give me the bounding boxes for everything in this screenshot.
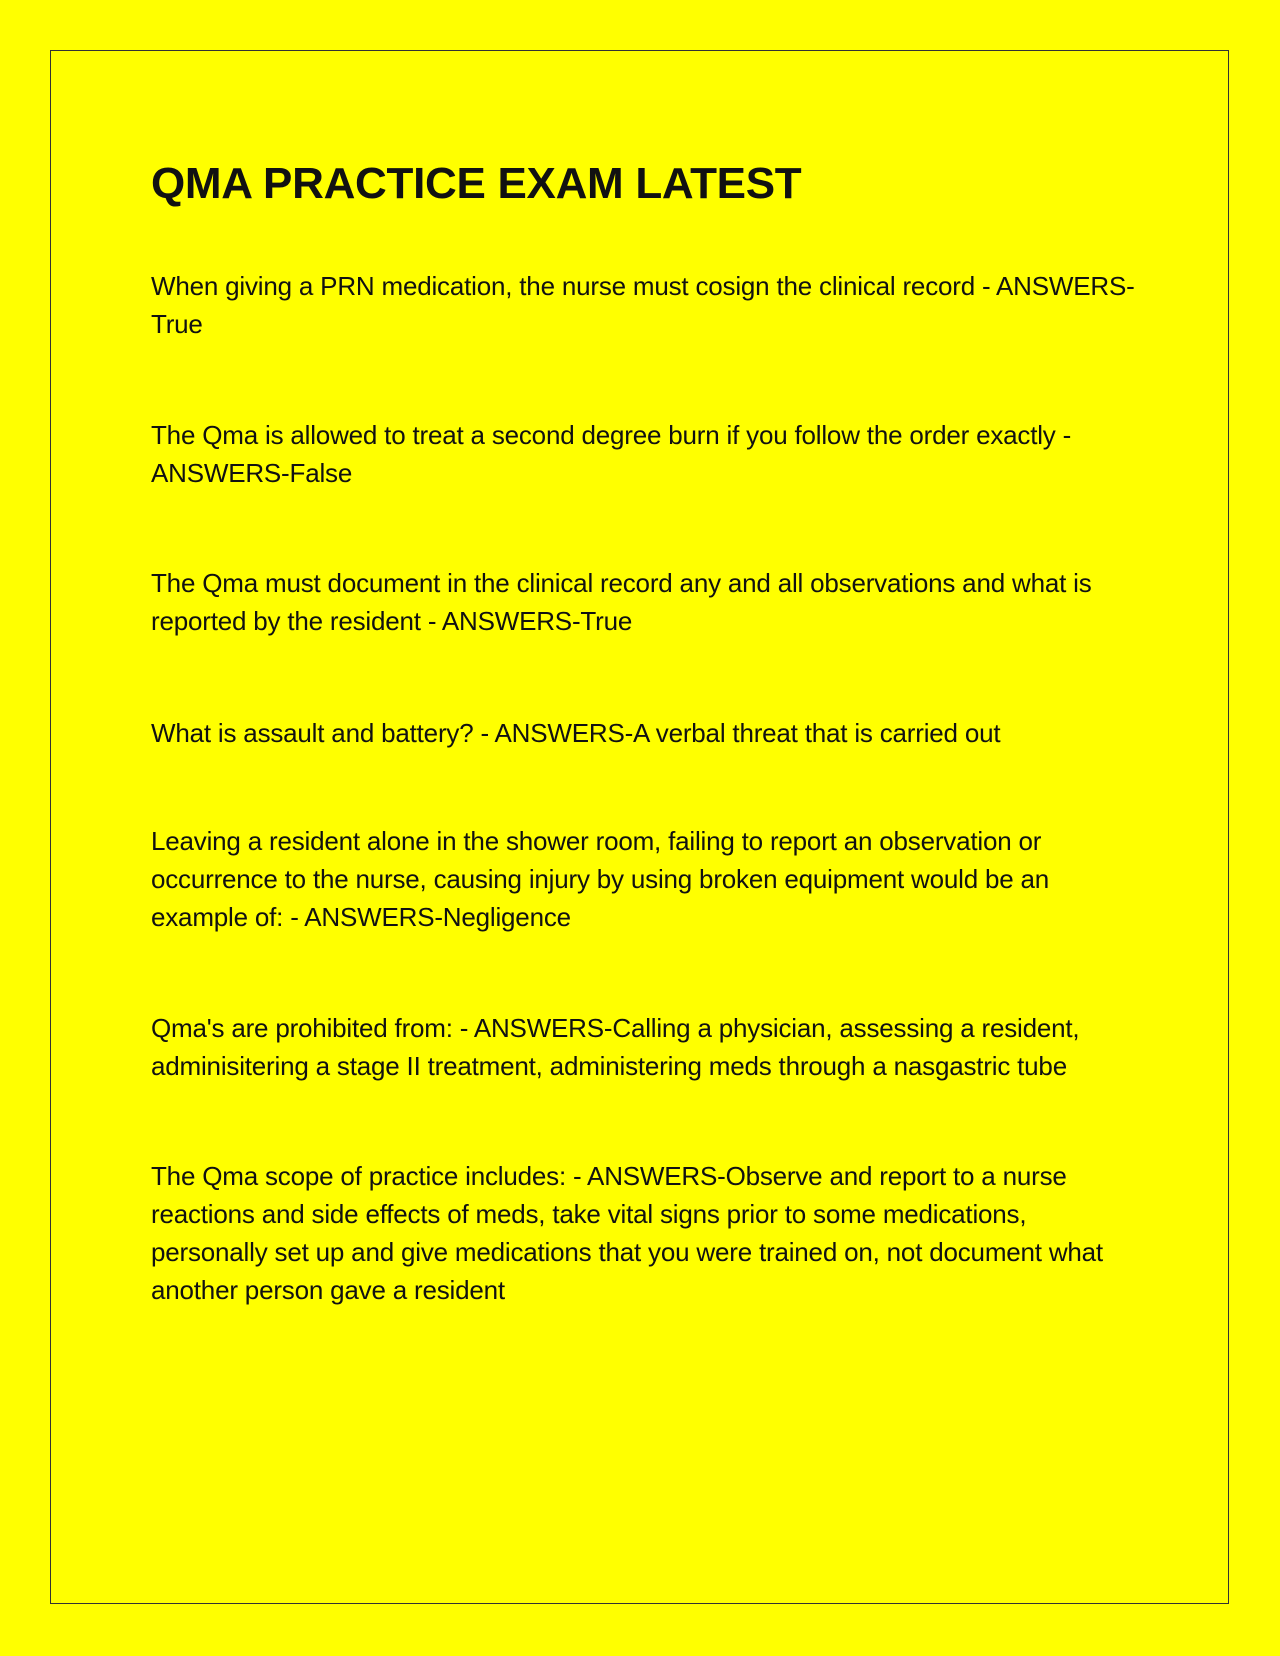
qa-item: The Qma scope of practice includes: - ANSWERS-Observe and report to a nurse reactions and side effects of meds, take vital signs prior to some medications, personally set up and give medications that you were trained on, not document what another person gave a resident [151,1161,1103,1305]
qa-item: When giving a PRN medication, the nurse must cosign the clinical record - ANSWERS-True [151,271,1135,339]
document-title: QMA PRACTICE EXAM LATEST [151,159,802,208]
qa-item: The Qma is allowed to treat a second degree burn if you follow the order exactly - ANSWERS-False [151,420,1072,488]
qa-item: Leaving a resident alone in the shower room, failing to report an observation or occurrence to the nurse, causing injury by using broken equipment would be an example of: - ANSWERS-Negligence [151,826,1050,932]
qa-list [151,267,1141,1309]
qa-item: The Qma must document in the clinical record any and all observations and what is reported by the resident - ANSWERS-True [151,568,1092,636]
qa-item: Qma's are prohibited from: - ANSWERS-Calling a physician, assessing a resident, adminisitering a stage II treatment, administering meds through a nasgastric tube [151,1013,1080,1081]
qa-item: What is assault and battery? - ANSWERS-A verbal threat that is carried out [151,718,1001,748]
document-content [151,150,1141,1309]
